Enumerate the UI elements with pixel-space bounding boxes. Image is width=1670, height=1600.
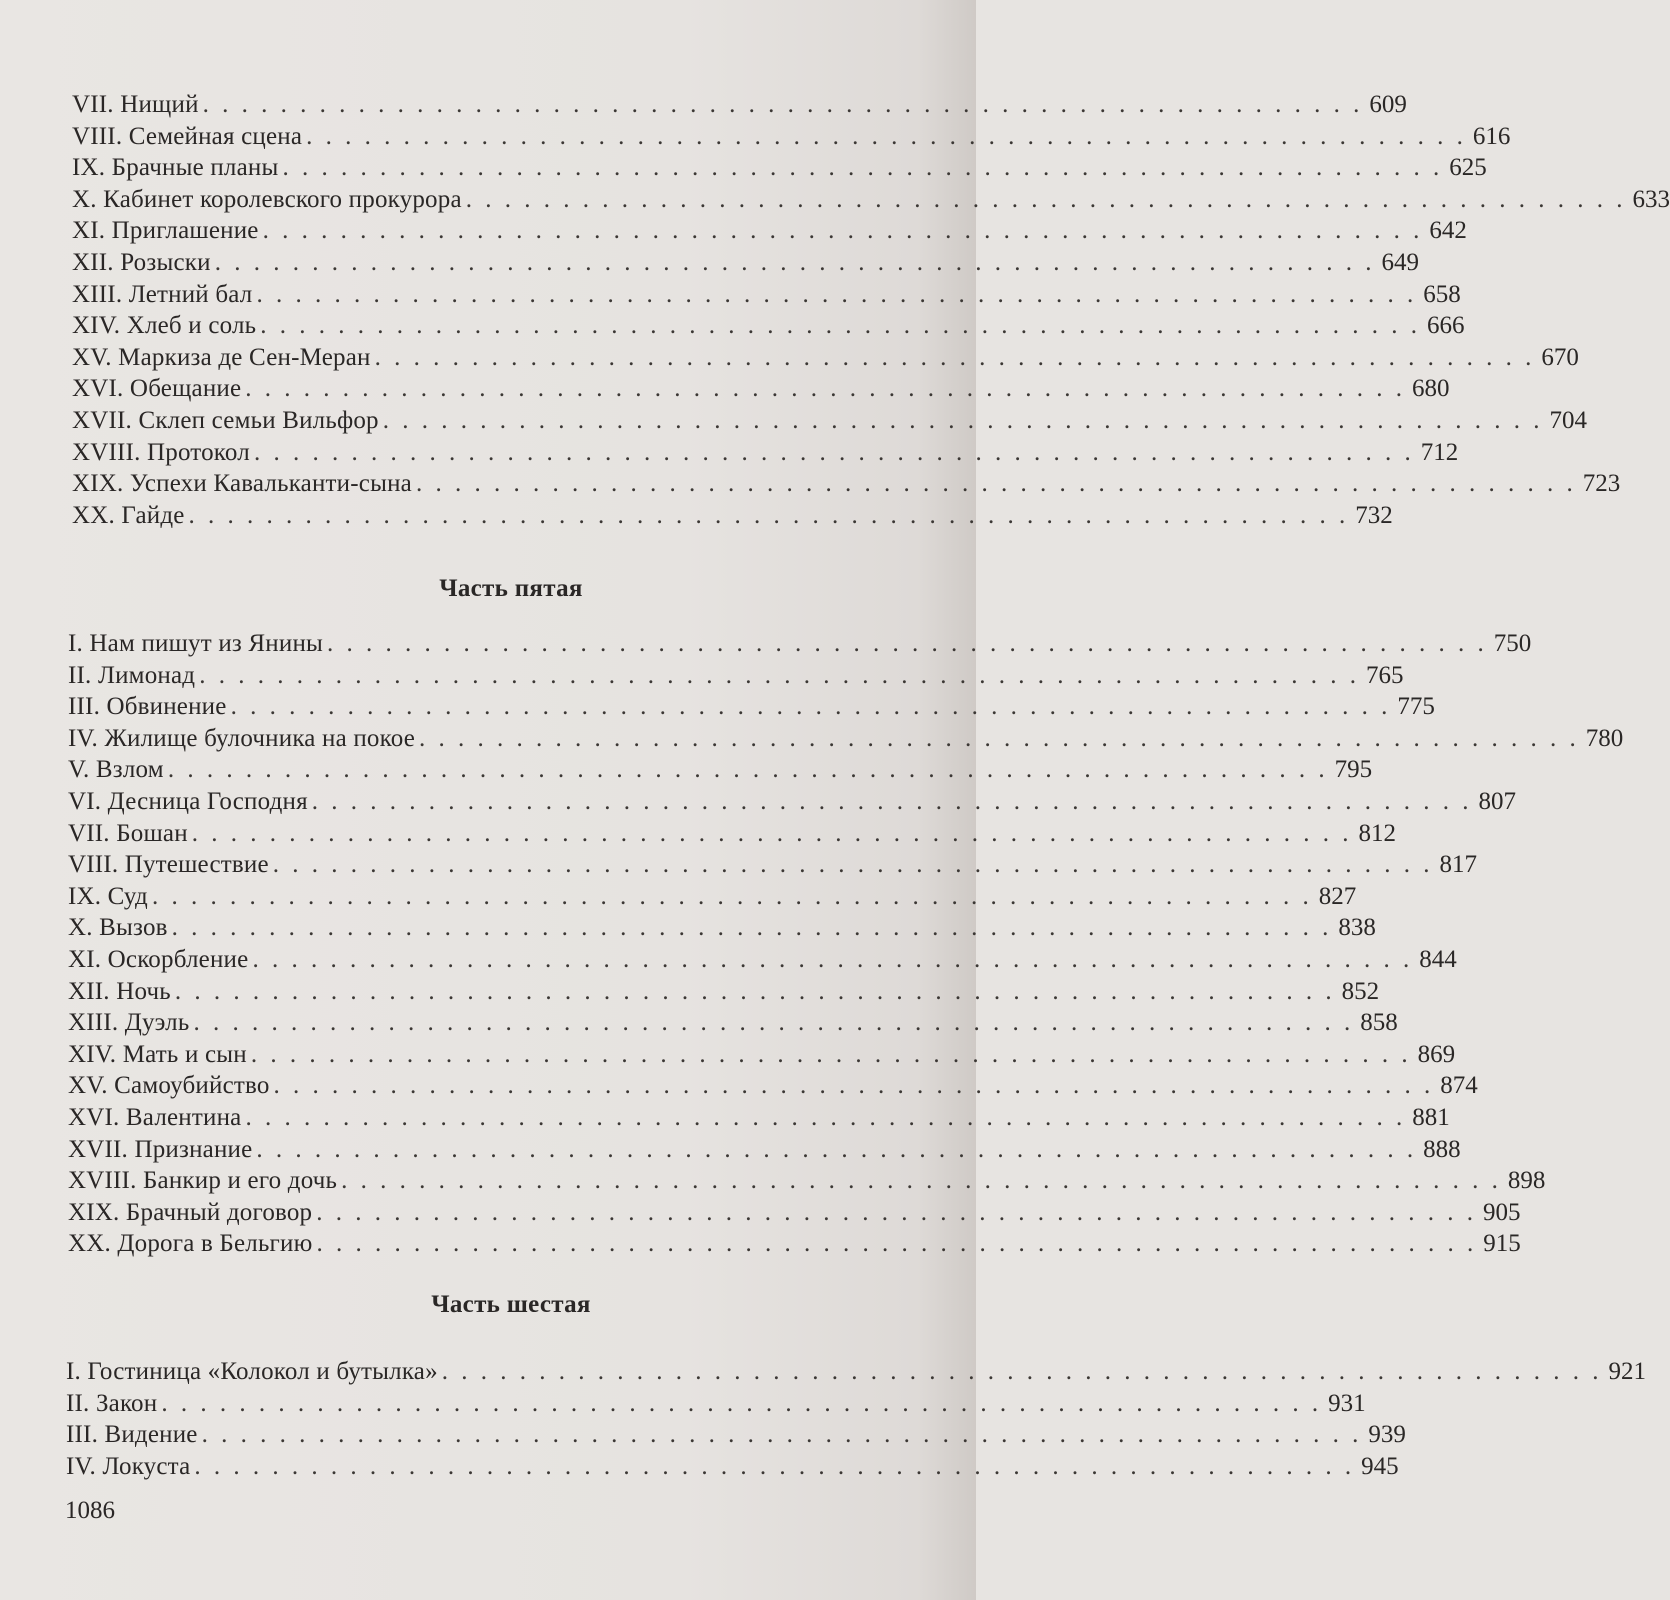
chapter-title: XV. Маркиза де Сен-Меран bbox=[72, 343, 371, 371]
chapter-title: XII. Ночь bbox=[68, 977, 171, 1005]
toc-entry bbox=[68, 1007, 1398, 1039]
dot-leader: . . . . . . . . . . . . . . . . . . . . . . . . . . . . . . . . . . . . . . . . . . . . . . . . . . . . . . . . . . . . bbox=[250, 1040, 1412, 1068]
chapter-page-number: 670 bbox=[1541, 343, 1579, 371]
toc-entry bbox=[66, 1451, 1399, 1483]
dot-leader: . . . . . . . . . . . . . . . . . . . . . . . . . . . . . . . . . . . . . . . . . . . . . . . . . . . . . . . . . . . . bbox=[272, 851, 1434, 879]
toc-entry bbox=[72, 121, 1511, 153]
chapter-title: II. Закон bbox=[66, 1389, 158, 1417]
toc-entry bbox=[68, 1228, 1521, 1260]
chapter-page-number: 795 bbox=[1334, 756, 1373, 784]
dot-leader: . . . . . . . . . . . . . . . . . . . . . . . . . . . . . . . . . . . . . . . . . . . . . . . . . . . . . . . . . . . . bbox=[199, 661, 1360, 689]
dot-leader: . . . . . . . . . . . . . . . . . . . . . . . . . . . . . . . . . . . . . . . . . . . . . . . . . . . . . . . . . . . . bbox=[193, 1009, 1354, 1037]
chapter-page-number: 905 bbox=[1483, 1198, 1521, 1226]
dot-leader: . . . . . . . . . . . . . . . . . . . . . . . . . . . . . . . . . . . . . . . . . . . . . . . . . . . . . . . . . . . . bbox=[306, 122, 1467, 150]
dot-leader: . . . . . . . . . . . . . . . . . . . . . . . . . . . . . . . . . . . . . . . . . . . . . . . . . . . . . . . . . . . . bbox=[282, 154, 1443, 182]
toc-entry bbox=[72, 247, 1419, 279]
chapter-title: IX. Брачные планы bbox=[72, 154, 279, 182]
dot-leader: . . . . . . . . . . . . . . . . . . . . . . . . . . . . . . . . . . . . . . . . . . . . . . . . . . . . . . . . . . . . bbox=[419, 724, 1580, 752]
toc-entry bbox=[68, 912, 1376, 944]
toc-entry bbox=[72, 279, 1461, 311]
toc-entry bbox=[72, 89, 1407, 121]
chapter-title: V. Взлом bbox=[68, 756, 164, 784]
chapter-page-number: 852 bbox=[1341, 977, 1380, 1005]
chapter-title: XIX. Брачный договор bbox=[68, 1198, 313, 1226]
toc-entry bbox=[68, 660, 1404, 692]
part-heading-six: Часть шестая bbox=[431, 1291, 591, 1318]
dot-leader: . . . . . . . . . . . . . . . . . . . . . . . . . . . . . . . . . . . . . . . . . . . . . . . . . . . . . . . . . . . . bbox=[327, 630, 1488, 657]
toc-entry bbox=[68, 818, 1397, 850]
toc-entry bbox=[66, 1388, 1366, 1420]
chapter-title: XVIII. Банкир и его дочь bbox=[68, 1167, 338, 1195]
chapter-title: VII. Нищий bbox=[72, 91, 199, 118]
dot-leader: . . . . . . . . . . . . . . . . . . . . . . . . . . . . . . . . . . . . . . . . . . . . . . . . . . . . . . . . . . . . bbox=[230, 693, 1391, 721]
chapter-page-number: 704 bbox=[1549, 406, 1588, 434]
chapter-page-number: 609 bbox=[1369, 91, 1407, 118]
chapter-page-number: 881 bbox=[1412, 1103, 1450, 1131]
chapter-page-number: 658 bbox=[1423, 280, 1461, 308]
chapter-title: XIV. Мать и сын bbox=[68, 1040, 247, 1068]
chapter-page-number: 765 bbox=[1365, 661, 1404, 689]
chapter-page-number: 874 bbox=[1440, 1072, 1478, 1100]
dot-leader: . . . . . . . . . . . . . . . . . . . . . . . . . . . . . . . . . . . . . . . . . . . . . . . . . . . . . . . . . . . . bbox=[201, 1421, 1362, 1449]
chapter-title: XVI. Валентина bbox=[68, 1103, 242, 1131]
chapter-title: XVIII. Протокол bbox=[72, 438, 250, 466]
chapter-page-number: 888 bbox=[1423, 1135, 1461, 1163]
chapter-title: VII. Бошан bbox=[68, 819, 188, 847]
chapter-page-number: 838 bbox=[1338, 914, 1376, 942]
toc-entry bbox=[68, 944, 1457, 976]
dot-leader: . . . . . . . . . . . . . . . . . . . . . . . . . . . . . . . . . . . . . . . . . . . . . . . . . . . . . . . . . . . . bbox=[441, 1358, 1603, 1385]
chapter-title: XVII. Признание bbox=[68, 1135, 253, 1163]
dot-leader: . . . . . . . . . . . . . . . . . . . . . . . . . . . . . . . . . . . . . . . . . . . . . . . . . . . . . . . . . . . . bbox=[253, 438, 1415, 466]
chapter-page-number: 649 bbox=[1381, 248, 1419, 276]
dot-leader: . . . . . . . . . . . . . . . . . . . . . . . . . . . . . . . . . . . . . . . . . . . . . . . . . . . . . . . . . . . . bbox=[382, 406, 1544, 434]
toc-entry bbox=[72, 405, 1588, 437]
dot-leader: . . . . . . . . . . . . . . . . . . . . . . . . . . . . . . . . . . . . . . . . . . . . . . . . . . . . . . . . . . . . bbox=[415, 470, 1577, 498]
chapter-page-number: 827 bbox=[1318, 882, 1357, 910]
chapter-title: XIX. Успехи Кавальканти-сына bbox=[72, 470, 412, 498]
chapter-title: I. Нам пишут из Янины bbox=[68, 630, 324, 657]
toc-entry bbox=[68, 786, 1517, 818]
chapter-page-number: 844 bbox=[1419, 945, 1457, 973]
toc-entry bbox=[66, 1356, 1647, 1388]
dot-leader: . . . . . . . . . . . . . . . . . . . . . . . . . . . . . . . . . . . . . . . . . . . . . . . . . . . . . . . . . . . . bbox=[161, 1389, 1322, 1417]
toc-entry bbox=[68, 754, 1373, 786]
dot-leader: . . . . . . . . . . . . . . . . . . . . . . . . . . . . . . . . . . . . . . . . . . . . . . . . . . . . . . . . . . . . bbox=[202, 91, 1363, 118]
chapter-page-number: 642 bbox=[1429, 217, 1467, 245]
dot-leader: . . . . . . . . . . . . . . . . . . . . . . . . . . . . . . . . . . . . . . . . . . . . . . . . . . . . . . . . . . . . bbox=[260, 312, 1421, 340]
toc-section-part-four-continued bbox=[72, 89, 1670, 531]
chapter-title: XVII. Склеп семьи Вильфор bbox=[72, 406, 379, 434]
chapter-title: VI. Десница Господня bbox=[68, 787, 308, 815]
chapter-page-number: 680 bbox=[1412, 375, 1450, 403]
toc-entry bbox=[68, 881, 1357, 913]
dot-leader: . . . . . . . . . . . . . . . . . . . . . . . . . . . . . . . . . . . . . . . . . . . . . . . . . . . . . . . . . . . . bbox=[191, 819, 1353, 847]
chapter-title: XX. Дорога в Бельгию bbox=[68, 1230, 313, 1258]
chapter-page-number: 869 bbox=[1417, 1040, 1456, 1068]
chapter-title: VIII. Семейная сцена bbox=[72, 122, 303, 150]
chapter-title: II. Лимонад bbox=[68, 661, 196, 689]
chapter-title: XI. Оскорбление bbox=[68, 945, 249, 973]
dot-leader: . . . . . . . . . . . . . . . . . . . . . . . . . . . . . . . . . . . . . . . . . . . . . . . . . . . . . . . . . . . . bbox=[188, 501, 1349, 529]
toc-entry bbox=[72, 184, 1670, 216]
dot-leader: . . . . . . . . . . . . . . . . . . . . . . . . . . . . . . . . . . . . . . . . . . . . . . . . . . . . . . . . . . . . bbox=[316, 1230, 1477, 1258]
chapter-page-number: 666 bbox=[1427, 312, 1465, 340]
part-heading-five: Часть пятая bbox=[439, 575, 583, 602]
chapter-page-number: 939 bbox=[1368, 1421, 1406, 1449]
dot-leader: . . . . . . . . . . . . . . . . . . . . . . . . . . . . . . . . . . . . . . . . . . . . . . . . . . . . . . . . . . . . bbox=[171, 914, 1332, 942]
toc-entry bbox=[68, 723, 1624, 755]
chapter-title: I. Гостиница «Колокол и бутылка» bbox=[66, 1358, 438, 1385]
toc-entry bbox=[68, 628, 1532, 660]
chapter-page-number: 921 bbox=[1608, 1358, 1647, 1385]
chapter-title: X. Кабинет королевского прокурора bbox=[72, 185, 462, 213]
dot-leader: . . . . . . . . . . . . . . . . . . . . . . . . . . . . . . . . . . . . . . . . . . . . . . . . . . . . . . . . . . . . bbox=[256, 280, 1417, 308]
chapter-page-number: 807 bbox=[1478, 787, 1517, 815]
chapter-page-number: 712 bbox=[1420, 438, 1459, 466]
chapter-page-number: 616 bbox=[1472, 122, 1511, 150]
dot-leader: . . . . . . . . . . . . . . . . . . . . . . . . . . . . . . . . . . . . . . . . . . . . . . . . . . . . . . . . . . . . bbox=[174, 977, 1336, 1005]
dot-leader: . . . . . . . . . . . . . . . . . . . . . . . . . . . . . . . . . . . . . . . . . . . . . . . . . . . . . . . . . . . . bbox=[194, 1452, 1355, 1480]
chapter-page-number: 945 bbox=[1361, 1452, 1399, 1480]
chapter-page-number: 775 bbox=[1397, 693, 1435, 721]
chapter-title: XIV. Хлеб и соль bbox=[72, 312, 257, 340]
chapter-title: IX. Суд bbox=[68, 882, 148, 910]
chapter-title: XX. Гайде bbox=[72, 501, 185, 529]
toc-entry bbox=[72, 215, 1467, 247]
dot-leader: . . . . . . . . . . . . . . . . . . . . . . . . . . . . . . . . . . . . . . . . . . . . . . . . . . . . . . . . . . . . bbox=[245, 1103, 1406, 1131]
toc-entry bbox=[72, 437, 1459, 469]
dot-leader: . . . . . . . . . . . . . . . . . . . . . . . . . . . . . . . . . . . . . . . . . . . . . . . . . . . . . . . . . . . . bbox=[214, 248, 1375, 276]
toc-section-part-five bbox=[68, 628, 1624, 1260]
chapter-page-number: 858 bbox=[1360, 1009, 1398, 1037]
chapter-page-number: 817 bbox=[1439, 851, 1478, 879]
dot-leader: . . . . . . . . . . . . . . . . . . . . . . . . . . . . . . . . . . . . . . . . . . . . . . . . . . . . . . . . . . . . bbox=[245, 375, 1406, 403]
dot-leader: . . . . . . . . . . . . . . . . . . . . . . . . . . . . . . . . . . . . . . . . . . . . . . . . . . . . . . . . . . . . bbox=[311, 787, 1473, 815]
chapter-title: X. Вызов bbox=[68, 914, 168, 942]
chapter-title: XI. Приглашение bbox=[72, 217, 259, 245]
chapter-page-number: 723 bbox=[1582, 470, 1621, 498]
chapter-page-number: 898 bbox=[1507, 1167, 1546, 1195]
chapter-title: XIII. Летний бал bbox=[72, 280, 253, 308]
toc-entry bbox=[66, 1419, 1406, 1451]
chapter-title: XIII. Дуэль bbox=[68, 1009, 190, 1037]
chapter-title: IV. Жилище булочника на покое bbox=[68, 724, 416, 752]
chapter-page-number: 780 bbox=[1585, 724, 1624, 752]
toc-entry bbox=[68, 1165, 1546, 1197]
chapter-page-number: 812 bbox=[1358, 819, 1397, 847]
chapter-title: XV. Самоубийство bbox=[68, 1072, 270, 1100]
dot-leader: . . . . . . . . . . . . . . . . . . . . . . . . . . . . . . . . . . . . . . . . . . . . . . . . . . . . . . . . . . . . bbox=[341, 1167, 1502, 1195]
dot-leader: . . . . . . . . . . . . . . . . . . . . . . . . . . . . . . . . . . . . . . . . . . . . . . . . . . . . . . . . . . . . bbox=[262, 217, 1423, 245]
chapter-page-number: 750 bbox=[1493, 630, 1532, 657]
chapter-title: III. Видение bbox=[66, 1421, 198, 1449]
toc-entry bbox=[68, 1134, 1461, 1166]
toc-section-part-six bbox=[66, 1356, 1647, 1482]
dot-leader: . . . . . . . . . . . . . . . . . . . . . . . . . . . . . . . . . . . . . . . . . . . . . . . . . . . . . . . . . . . . bbox=[316, 1198, 1477, 1226]
toc-entry bbox=[72, 152, 1487, 184]
toc-entry bbox=[68, 1070, 1478, 1102]
toc-entry bbox=[68, 1197, 1521, 1229]
dot-leader: . . . . . . . . . . . . . . . . . . . . . . . . . . . . . . . . . . . . . . . . . . . . . . . . . . . . . . . . . . . . bbox=[374, 343, 1535, 371]
dot-leader: . . . . . . . . . . . . . . . . . . . . . . . . . . . . . . . . . . . . . . . . . . . . . . . . . . . . . . . . . . . . bbox=[252, 945, 1413, 973]
chapter-title: III. Обвинение bbox=[68, 693, 227, 721]
chapter-page-number: 732 bbox=[1355, 501, 1393, 529]
toc-entry bbox=[68, 976, 1380, 1008]
dot-leader: . . . . . . . . . . . . . . . . . . . . . . . . . . . . . . . . . . . . . . . . . . . . . . . . . . . . . . . . . . . . bbox=[273, 1072, 1434, 1100]
toc-entry bbox=[72, 342, 1579, 374]
dot-leader: . . . . . . . . . . . . . . . . . . . . . . . . . . . . . . . . . . . . . . . . . . . . . . . . . . . . . . . . . . . . bbox=[256, 1135, 1417, 1163]
dot-leader: . . . . . . . . . . . . . . . . . . . . . . . . . . . . . . . . . . . . . . . . . . . . . . . . . . . . . . . . . . . . bbox=[465, 185, 1626, 213]
chapter-page-number: 931 bbox=[1328, 1389, 1366, 1417]
toc-entry bbox=[72, 500, 1393, 532]
chapter-page-number: 625 bbox=[1449, 154, 1487, 182]
chapter-title: VIII. Путешествие bbox=[68, 851, 269, 879]
chapter-title: XII. Розыски bbox=[72, 248, 211, 276]
toc-entry bbox=[68, 1039, 1456, 1071]
toc-entry bbox=[72, 468, 1621, 500]
chapter-title: XVI. Обещание bbox=[72, 375, 242, 403]
page-number: 1086 bbox=[65, 1497, 115, 1524]
chapter-page-number: 915 bbox=[1483, 1230, 1521, 1258]
toc-entry bbox=[72, 373, 1450, 405]
chapter-title: IV. Локуста bbox=[66, 1452, 191, 1480]
chapter-page-number: 633 bbox=[1632, 185, 1670, 213]
toc-entry bbox=[72, 310, 1465, 342]
dot-leader: . . . . . . . . . . . . . . . . . . . . . . . . . . . . . . . . . . . . . . . . . . . . . . . . . . . . . . . . . . . . bbox=[151, 882, 1313, 910]
toc-entry bbox=[68, 691, 1435, 723]
toc-entry bbox=[68, 849, 1478, 881]
toc-entry bbox=[68, 1102, 1450, 1134]
dot-leader: . . . . . . . . . . . . . . . . . . . . . . . . . . . . . . . . . . . . . . . . . . . . . . . . . . . . . . . . . . . . bbox=[167, 756, 1329, 784]
